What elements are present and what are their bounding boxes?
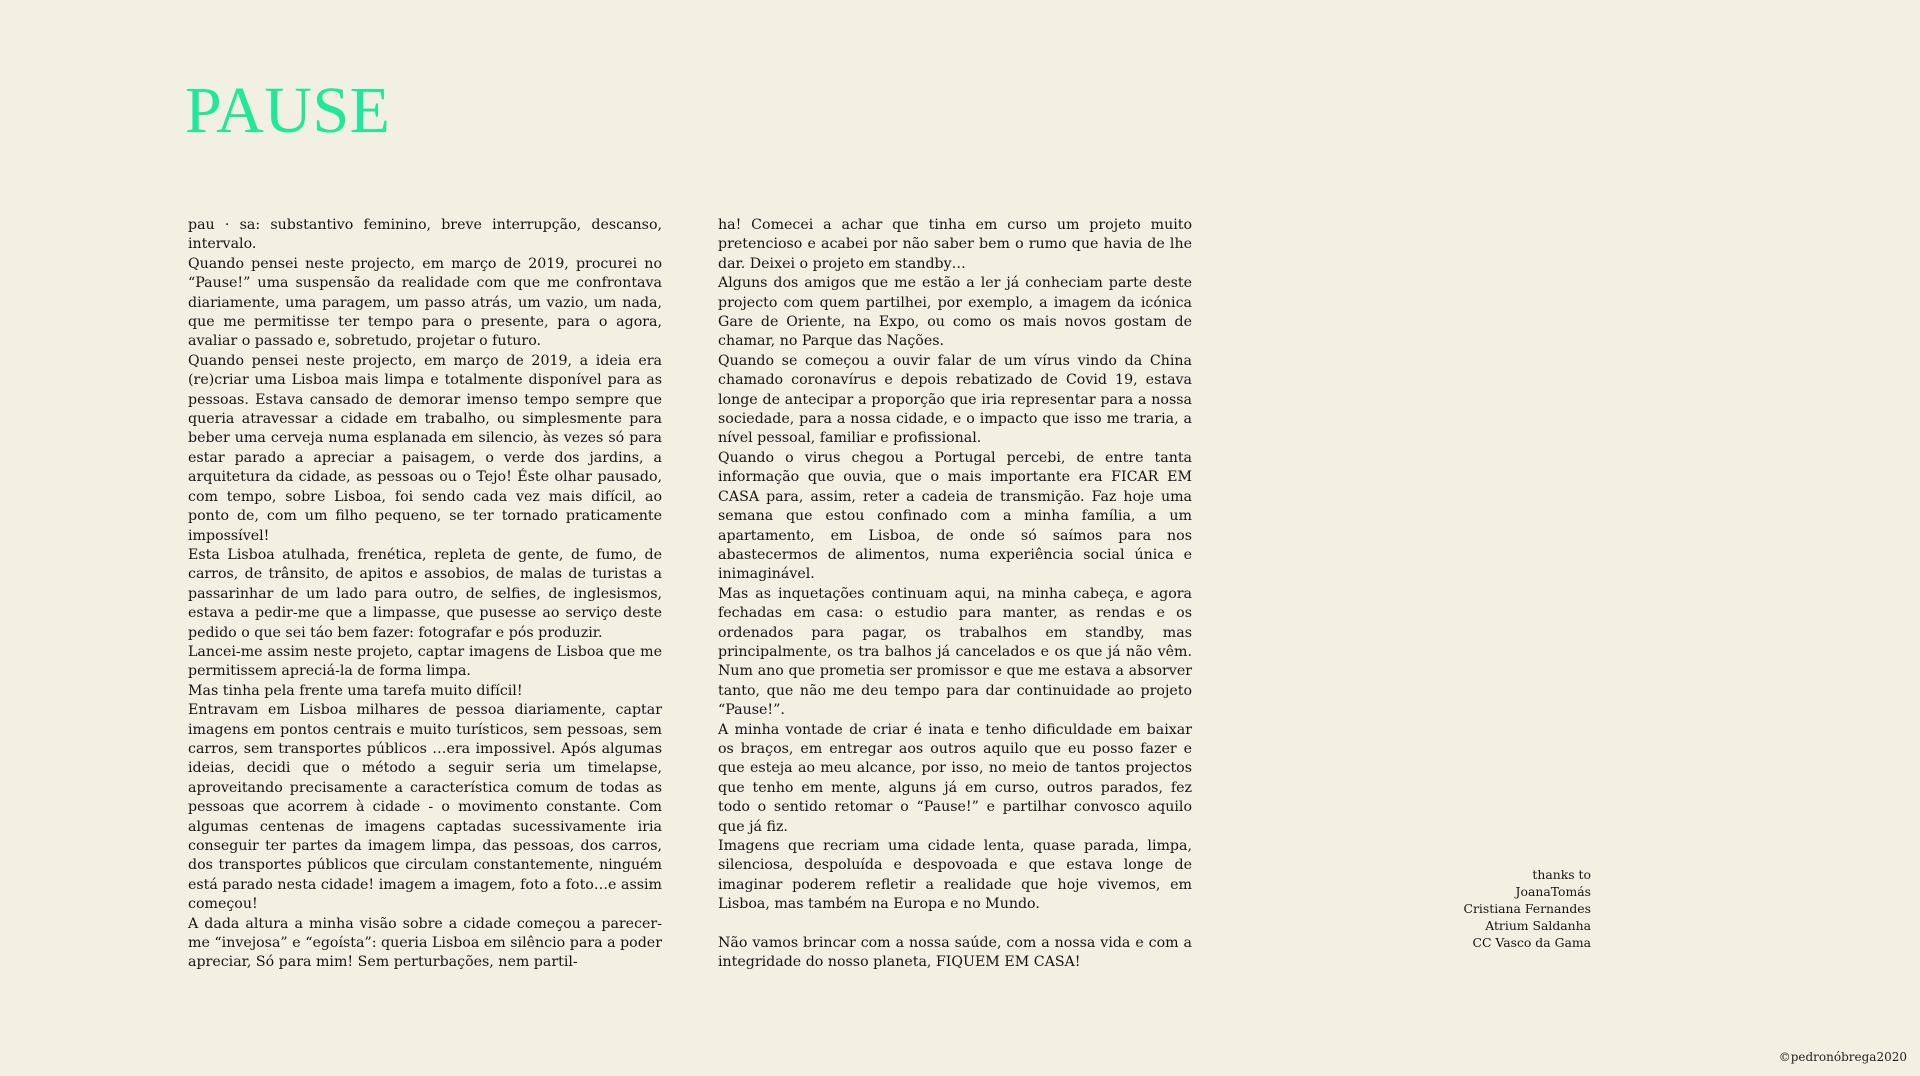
credits-heading: thanks to: [1532, 867, 1591, 882]
paragraph: Quando pensei neste projecto, em março de 2019, a ideia era (re)criar uma Lisboa mais limpa e totalmente disponível para as pessoas. Estava cansado de demorar imenso tempo sempre que queria atravessar a cidade em trabalho, ou simplesmente para beber uma cerveja numa esplanada em silencio, às vezes só para estar parado a apreciar a paisagem, o verde dos jardins, a arquitetura da cidade, as pessoas ou o Tejo! Éste olhar pausado, com tempo, sobre Lisboa, foi sendo cada vez mais difícil, ao ponto de, com um filho pequeno, se ter tornado praticamente impossível!: [188, 352, 662, 544]
closing-paragraph: Não vamos brincar com a nossa saúde, com a nossa vida e com a integridade do nosso planeta, FIQUEM EM CASA!: [718, 935, 1192, 971]
paragraph: pau · sa: substantivo feminino, breve interrupção, descanso, intervalo.: [188, 217, 662, 253]
credit-name: Atrium Saldanha: [1485, 918, 1591, 933]
paragraph: Mas as inquetações continuam aqui, na minha cabeça, e agora fechadas em casa: o estudio para manter, as rendas e os ordenados para pagar, os trabalhos em standby, mas principalmente, os tra balhos já cancelados e os que já não vêm. Num ano que prometia ser promissor e que me estava a absorver tanto, que não me deu tempo para dar continuidade ao projeto “Pause!”.: [718, 585, 1192, 719]
paragraph: Entravam em Lisboa milhares de pessoa diariamente, captar imagens em pontos centrais e muito turísticos, sem pessoas, sem carros, sem transportes públicos …era impossivel. Após algumas ideias, decidi que o método a seguir seria um timelapse, aproveitando precisamente a característica comum de todas as pessoas que acorrem à cidade - o movimento constante. Com algumas centenas de imagens captadas sucessivamente iria conseguir ter partes da imagem limpa, das pessoas, dos carros, dos transportes públicos que circulam constantemente, ninguém está parado nesta cidade! imagem a imagem, foto a foto…e assim começou!: [188, 702, 662, 913]
credit-name: JoanaTomás: [1515, 884, 1591, 899]
credit-name: Cristiana Fernandes: [1463, 901, 1591, 916]
paragraph: Mas tinha pela frente uma tarefa muito difícil!: [188, 682, 523, 699]
credits-block: [1463, 866, 1591, 951]
paragraph: ha! Comecei a achar que tinha em curso um projeto muito pretencioso e acabei por não saber bem o rumo que havia de lhe dar. Deixei o projeto em standby…: [718, 217, 1192, 272]
text-column-right: [718, 216, 1192, 973]
paragraph: Imagens que recriam uma cidade lenta, quase parada, limpa, silenciosa, despoluída e despovoada e que estava longe de imaginar poderem refletir a realidade que hoje vivemos, em Lisboa, mas também na Europa e no Mundo.: [718, 838, 1192, 913]
paragraph: A dada altura a minha visão sobre a cidade começou a parecer-me “invejosa” e “egoísta”: queria Lisboa em silêncio para a poder apreciar, Só para mim! Sem perturbações, nem partil-: [188, 915, 662, 971]
paragraph: Alguns dos amigos que me estão a ler já conheciam parte deste projecto com quem partilhei, por exemplo, a imagem da icónica Gare de Oriente, na Expo, ou como os mais novos gostam de chamar, no Parque das Nações.: [718, 275, 1192, 350]
credit-name: CC Vasco da Gama: [1472, 935, 1591, 950]
paragraph: A minha vontade de criar é inata e tenho dificuldade em baixar os braços, em entregar aos outros aquilo que eu posso fazer e que esteja ao meu alcance, por isso, no meio de tantos projectos que tenho em mente, alguns já em curso, outros parados, fez todo o sentido retomar o “Pause!” e partilhar convosco aquilo que já fiz.: [718, 721, 1192, 835]
paragraph: Lancei-me assim neste projeto, captar imagens de Lisboa que me permitissem apreciá-la de forma limpa.: [188, 643, 662, 680]
paragraph: Quando se começou a ouvir falar de um vírus vindo da China chamado coronavírus e depois rebatizado de Covid 19, estava longe de antecipar a proporção que iria representar para a nossa sociedade, para a nossa cidade, e o impacto que isso me traria, a nível pessoal, familiar e profissional.: [718, 352, 1192, 447]
page-title: PAUSE: [185, 74, 391, 147]
paragraph: Quando pensei neste projecto, em março de 2019, procurei no “Pause!” uma suspensão da realidade com que me confrontava diariamente, uma paragem, um passo atrás, um vazio, um nada, que me permitisse ter tempo para o presente, para o agora, avaliar o passado e, sobretudo, projetar o futuro.: [188, 255, 662, 350]
text-column-left: [188, 216, 662, 973]
paragraph: Esta Lisboa atulhada, frenética, repleta de gente, de fumo, de carros, de trânsito, de apitos e assobios, de malas de turistas a passarinhar de um lado para outro, de selfies, de inglesismos, estava a pedir-me que a limpasse, que pusesse ao serviço deste pedido o que sei táo bem fazer: fotografar e pós produzir.: [188, 546, 662, 641]
paragraph: Quando o virus chegou a Portugal percebi, de entre tanta informação que ouvia, que o mais importante era FICAR EM CASA para, assim, reter a cadeia de transmição. Faz hoje uma semana que estou confinado com a minha família, a um apartamento, em Lisboa, de onde só saímos para nos abastecermos de alimentos, numa experiência social única e inimaginável.: [718, 449, 1192, 583]
copyright-notice: ©pedronóbrega2020: [1778, 1050, 1907, 1064]
